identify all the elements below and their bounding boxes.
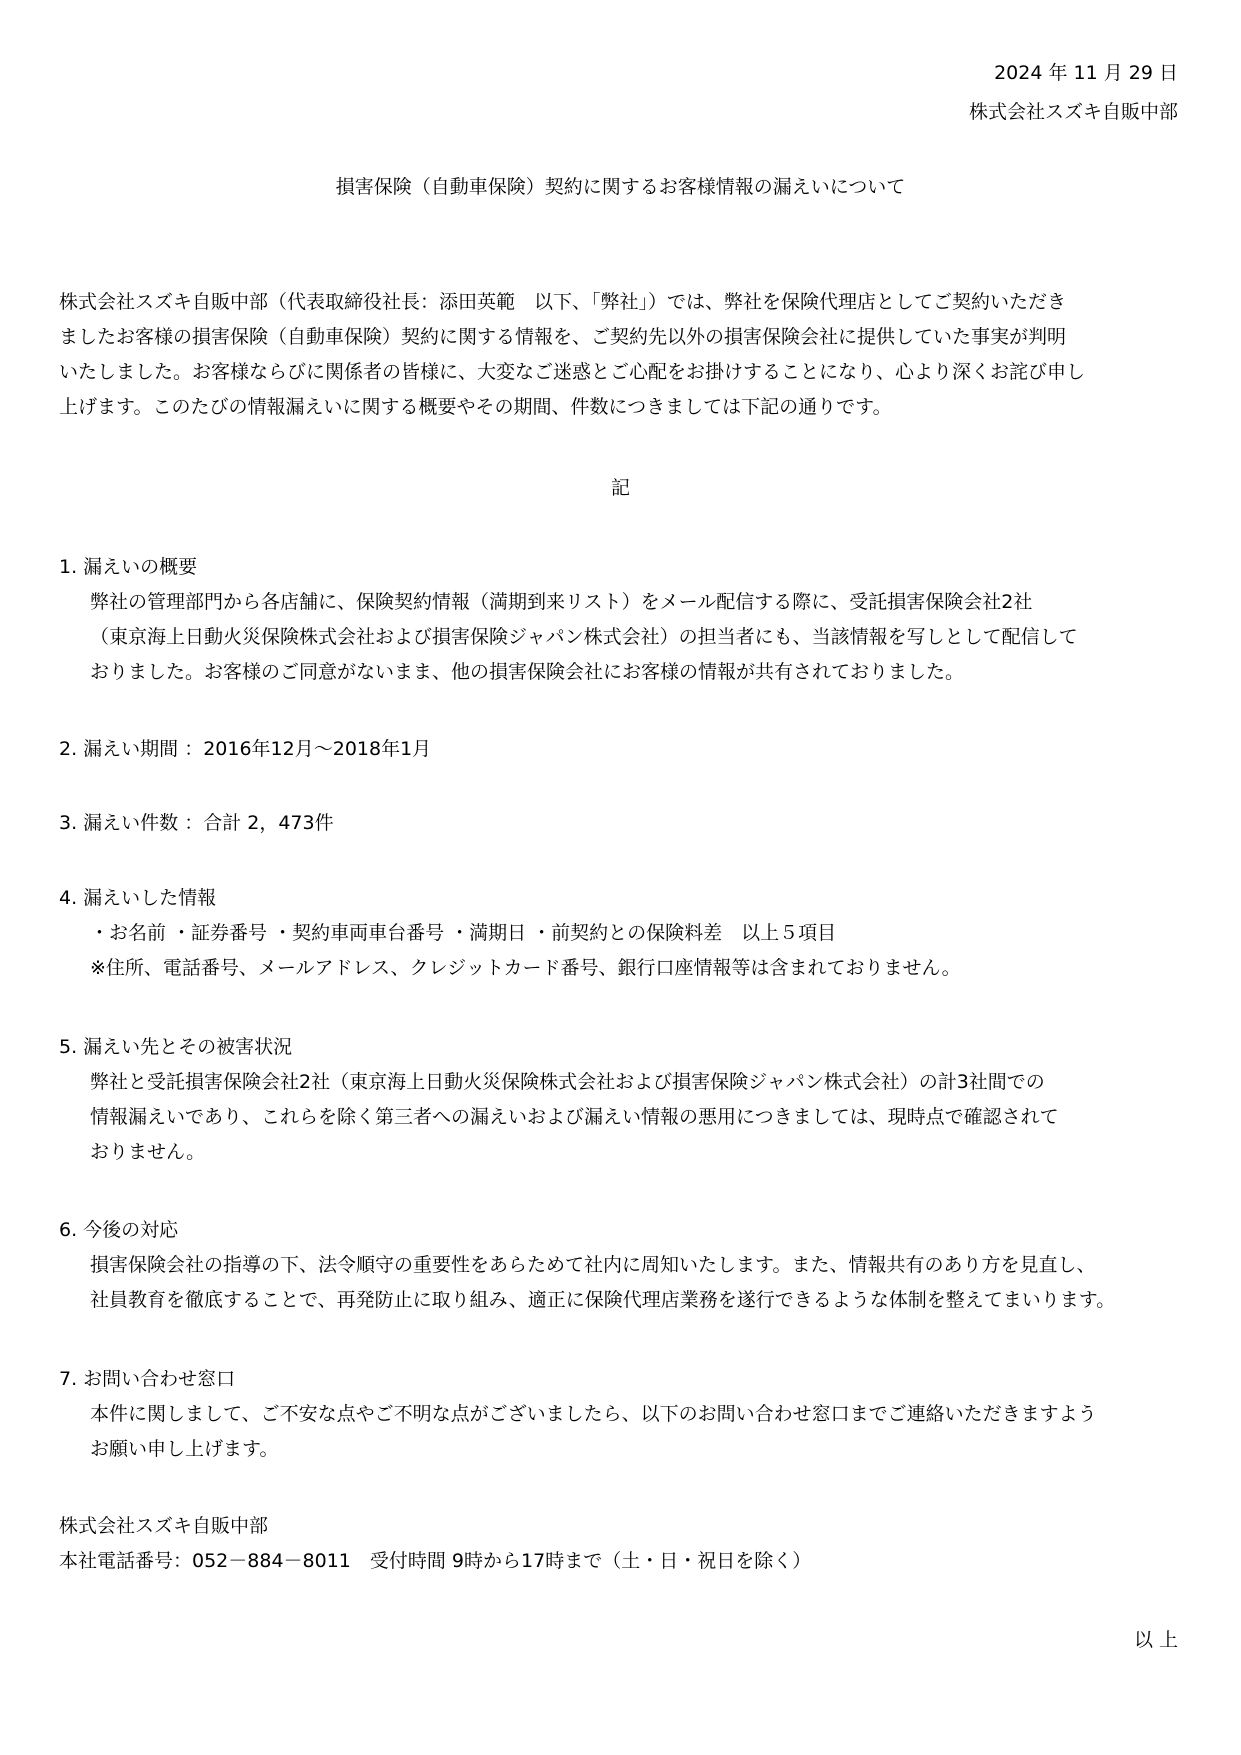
section-line: 社員教育を徹底することで、再発防止に取り組み、適正に保険代理店業務を遂行できるような体制を整えてまいります。	[90, 1289, 1116, 1311]
section-line: おりました。お客様のご同意がないまま、他の損害保険会社にお客様の情報が共有されておりました。	[90, 661, 965, 683]
issuer-company: 株式会社スズキ自販中部	[968, 101, 1178, 123]
section-line: 情報漏えいであり、これらを除く第三者への漏えいおよび漏えい情報の悪用につきましては、現時点で確認されて	[90, 1106, 1059, 1128]
contact-phone: 本社電話番号：052－884－8011 受付時間 9時から17時まで（土・日・祝日を除く）	[59, 1550, 812, 1572]
section-count: 3. 漏えい件数 ：合計 2，473件	[59, 812, 334, 834]
closing-mark: 以 上	[1133, 1629, 1178, 1651]
section-heading: 1. 漏えいの概要	[59, 556, 198, 578]
contact-company: 株式会社スズキ自販中部	[59, 1515, 269, 1537]
intro-line: 株式会社スズキ自販中部（代表取締役社長：添田英範 以下、「弊社」）では、弊社を保険代理店としてご契約いただき	[59, 291, 1067, 313]
document-date: 2024 年 11 月 29 日	[994, 62, 1178, 84]
section-heading: 6. 今後の対応	[59, 1219, 179, 1241]
section-line: おりません。	[90, 1141, 206, 1163]
intro-line: いたしました。お客様ならびに関係者の皆様に、大変なご迷惑とご心配をお掛けすることになり、心より深くお詫び申し	[59, 361, 1086, 383]
intro-line: 上げます。このたびの情報漏えいに関する概要やその期間、件数につきましては下記の通りです。	[59, 396, 892, 418]
section-line: 本件に関しまして、ご不安な点やご不明な点がございましたら、以下のお問い合わせ窓口までご連絡いただきますよう	[90, 1403, 1097, 1425]
ki-marker: 記	[610, 477, 630, 499]
intro-line: ましたお客様の損害保険（自動車保険）契約に関する情報を、ご契約先以外の損害保険会社に提供していた事実が判明	[59, 326, 1067, 348]
section-line: ※住所、電話番号、メールアドレス、クレジットカード番号、銀行口座情報等は含まれておりません。	[90, 957, 961, 979]
section-period: 2. 漏えい期間 ：2016年12月～2018年1月	[59, 738, 432, 760]
section-line: （東京海上日動火災保険株式会社および損害保険ジャパン株式会社）の担当者にも、当該情報を写しとして配信して	[90, 626, 1078, 648]
section-heading: 4. 漏えいした情報	[59, 887, 217, 909]
section-line: 損害保険会社の指導の下、法令順守の重要性をあらためて社内に周知いたします。また、情報共有のあり方を見直し、	[90, 1254, 1096, 1276]
section-line: お願い申し上げます。	[90, 1438, 279, 1460]
section-line: 弊社の管理部門から各店舗に、保険契約情報（満期到来リスト）をメール配信する際に、受託損害保険会社2社	[90, 591, 1033, 613]
section-line: ・お名前 ・証券番号 ・契約車両車台番号 ・満期日 ・前契約との保険料差 以上５項目	[90, 922, 837, 944]
section-line: 弊社と受託損害保険会社2社（東京海上日動火災保険株式会社および損害保険ジャパン株式会社）の計3社間での	[90, 1071, 1045, 1093]
document-title: 損害保険（自動車保険）契約に関するお客様情報の漏えいについて	[335, 176, 906, 198]
section-heading: 7. お問い合わせ窓口	[59, 1368, 236, 1390]
section-heading: 5. 漏えい先とその被害状況	[59, 1036, 293, 1058]
